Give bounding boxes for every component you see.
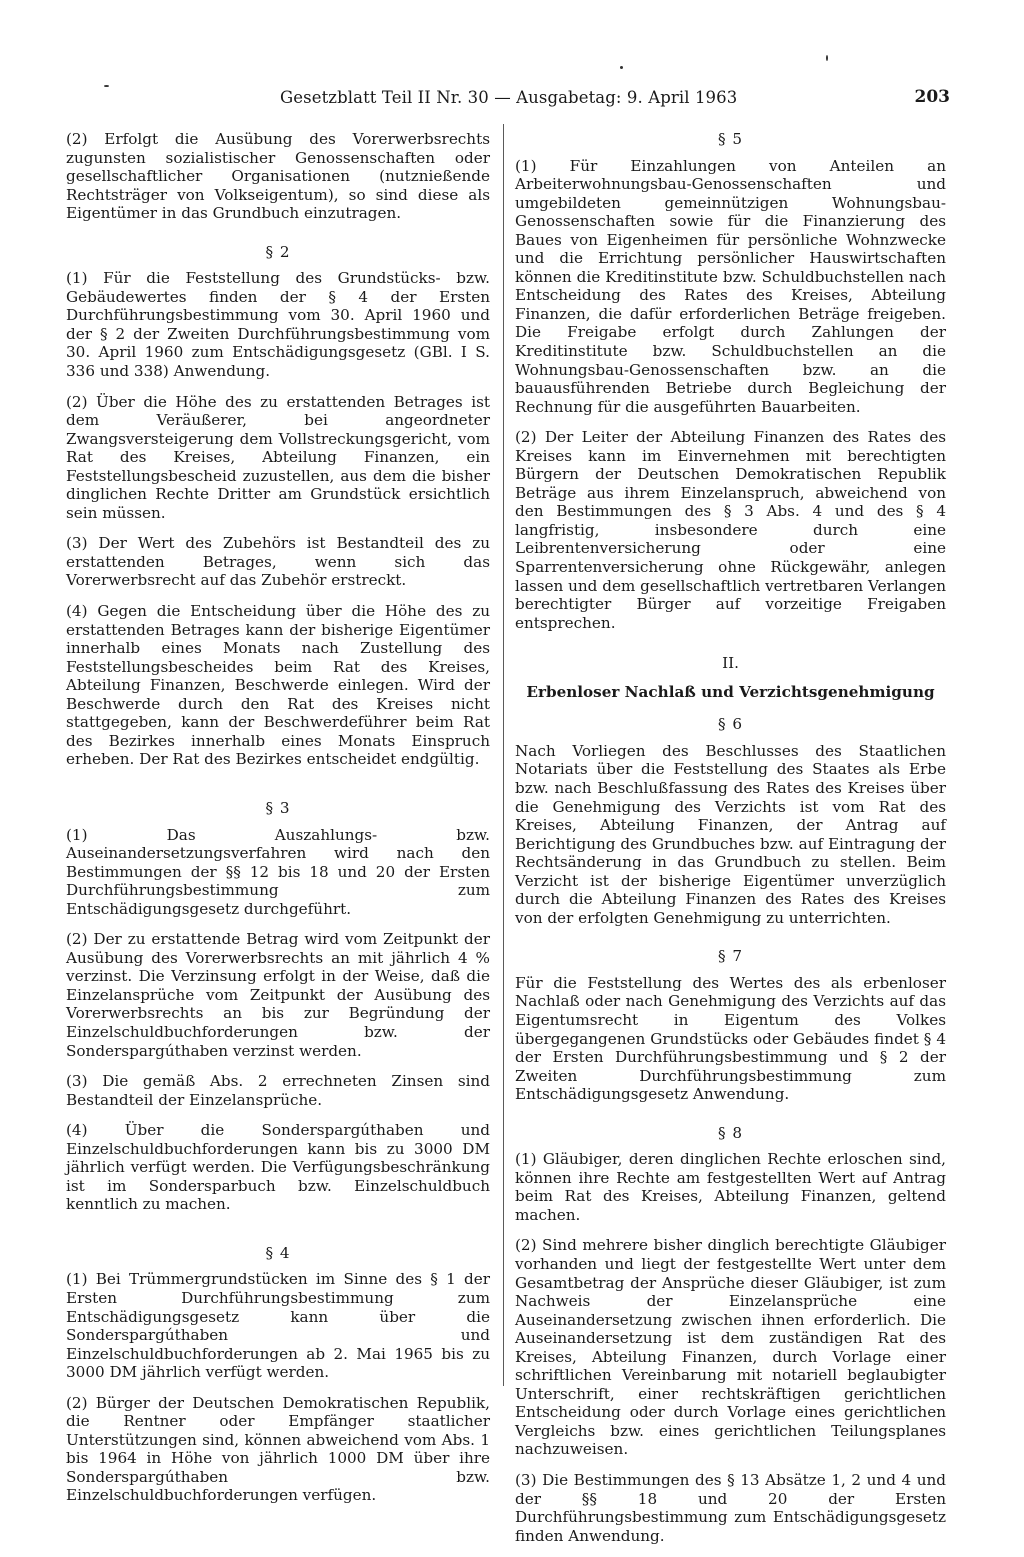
- paragraph: (3) Die gemäß Abs. 2 errechneten Zinsen sind Bestandteil der Einzelansprüche.: [66, 1072, 490, 1109]
- paragraph: (3) Der Wert des Zubehörs ist Bestandteil des zu erstattenden Betrages, wenn sich das Vorerwerbsrecht auf das Zubehör erstreckt.: [66, 534, 490, 590]
- paragraph: (1) Bei Trümmergrundstücken im Sinne des § 1 der Ersten Durchführungsbestimmung zum Entschädigungsgesetz kann über die Sonderspargúthaben und Einzelschuldbuchforderungen ab 2. Mai 1965 bis zu 3000 DM jährlich verfügt werden.: [66, 1270, 490, 1382]
- section-heading: § 2: [265, 242, 291, 261]
- section-heading: § 4: [265, 1243, 291, 1262]
- paragraph: (2) Der Leiter der Abteilung Finanzen des Rates des Kreises kann im Einvernehmen mit berechtigten Bürgern der Deutschen Demokratischen Republik Beträge aus ihrem Einzelanspruch, abweichend von den Bestimmungen des § 3 Abs. 4 und des § 4 langfristig, insbesondere durch eine Leibrentenversicherung oder eine Sparrentenversicherung ohne Rückgewähr, anlegen lassen und dem gesellschaftlich vertretbaren Verlangen berechtigter Bürger auf vorzeitige Freigaben entsprechen.: [515, 428, 946, 632]
- chapter-title: Erbenloser Nachlaß und Verzichtsgenehmigung: [526, 682, 935, 701]
- header-title: Gesetzblatt Teil II Nr. 30 — Ausgabetag: 9. April 1963: [280, 88, 738, 107]
- paragraph: (2) Der zu erstattende Betrag wird vom Zeitpunkt der Ausübung des Vorerwerbsrechts an mit jährlich 4 % verzinst. Die Verzinsung erfolgt in der Weise, daß die Einzelansprüche vom Zeitpunkt der Ausübung des Vorerwerbsrechts an bis zur Begründung der Einzelschuldbuchforderungen bzw. der Sonderspargúthaben verzinst werden.: [66, 930, 490, 1060]
- section-heading: § 3: [265, 798, 291, 817]
- paragraph: (4) Über die Sonderspargúthaben und Einzelschuldbuchforderungen kann bis zu 3000 DM jährlich verfügt werden. Die Verfügungsbeschränkung ist im Sondersparbuch bzw. Einzelschuldbuch kenntlich zu machen.: [66, 1121, 490, 1214]
- paragraph: (1) Für Einzahlungen von Anteilen an Arbeiterwohnungsbau-Genossenschaften und umgebildeten gemeinnützigen Wohnungsbau-Genossenschaften sowie für die Finanzierung des Baues von Eigenheimen für persönliche Wohnzwecke und die Errichtung persönlicher Hauswirtschaften können die Kreditinstitute bzw. Schuldbuchstellen nach Entscheidung des Rates des Kreises, Abteilung Finanzen, die dafür erforderlichen Beträge freigeben. Die Freigabe erfolgt durch Zahlungen der Kreditinstitute bzw. Schuldbuchstellen an die Wohnungsbau-Genossenschaften bzw. an die bauausführenden Betriebe durch Begleichung der Rechnung für die ausgeführten Bauarbeiten.: [515, 156, 946, 416]
- scan-speck: [620, 66, 623, 69]
- column-divider: [503, 124, 504, 1386]
- chapter-number: II.: [722, 654, 739, 673]
- paragraph: (2) Bürger der Deutschen Demokratischen Republik, die Rentner oder Empfänger staatlicher Unterstützungen sind, können abweichend vom Abs. 1 bis 1964 in Höhe von jährlich 1000 DM über ihre Sonderspargúthaben bzw. Einzelschuldbuchforderungen verfügen.: [66, 1393, 490, 1505]
- paragraph: (1) Das Auszahlungs- bzw. Auseinandersetzungsverfahren wird nach den Bestimmungen der §§ 12 bis 18 und 20 der Ersten Durchführungsbestimmung zum Entschädigungsgesetz durchgeführt.: [66, 825, 490, 918]
- section-heading: § 5: [717, 130, 744, 148]
- paragraph: (2) Erfolgt die Ausübung des Vorerwerbsrechts zugunsten sozialistischer Genossenschaften oder gesellschaftlicher Organisationen (nutznießende Rechtsträger von Volkseigentum), so sind diese als Eigentümer in das Grundbuch einzutragen.: [66, 130, 490, 223]
- right-column: [515, 130, 946, 1557]
- paragraph: (1) Gläubiger, deren dinglichen Rechte erloschen sind, können ihre Rechte am festgestellten Wert auf Antrag beim Rat des Kreises, Abteilung Finanzen, geltend machen.: [515, 1150, 946, 1224]
- page-header: [280, 88, 950, 114]
- paragraph: (2) Sind mehrere bisher dinglich berechtigte Gläubiger vorhanden und liegt der festgestellte Wert unter dem Gesamtbetrag der Ansprüche dieser Gläubiger, ist zum Nachweis der Einzelansprüche eine Auseinandersetzung zwischen ihnen erforderlich. Die Auseinandersetzung ist dem zuständigen Rat des Kreises, Abteilung Finanzen, durch Vorlage einer schriftlichen Vereinbarung mit notariell beglaubigter Unterschrift, einer rechtskräftigen gerichtlichen Entscheidung oder durch Vorlage eines gerichtlichen Vergleichs bzw. eines gerichtlichen Teilungsplanes nachzuweisen.: [515, 1236, 946, 1459]
- paragraph: Für die Feststellung des Wertes des als erbenloser Nachlaß oder nach Genehmigung des Verzichts auf das Eigentumsrecht in Eigentum des Volkes übergegangenen Grundstücks oder Gebäudes findet § 4 der Ersten Durchführungsbestimmung und § 2 der Zweiten Durchführungsbestimmung zum Entschädigungsgesetz Anwendung.: [515, 973, 946, 1104]
- scan-speck: [104, 85, 109, 87]
- paragraph: Nach Vorliegen des Beschlusses des Staatlichen Notariats über die Feststellung des Staates als Erbe bzw. nach Beschlußfassung des Rates des Kreises über die Genehmigung des Verzichts ist vom Rat des Kreises, Abteilung Finanzen, der Antrag auf Berichtigung des Grundbuches bzw. auf Eintragung der Rechtsänderung in das Grundbuch zu stellen. Beim Verzicht ist der bisherige Eigentümer unverzüglich durch die Abteilung Finanzen des Rates des Kreises von der erfolgten Genehmigung zu unterrichten.: [515, 741, 946, 927]
- paragraph: (3) Die Bestimmungen des § 13 Absätze 1, 2 und 4 und der §§ 18 und 20 der Ersten Durchführungsbestimmung zum Entschädigungsgesetz finden Anwendung.: [515, 1471, 946, 1545]
- scan-speck: [826, 55, 828, 61]
- section-heading: § 8: [717, 1123, 744, 1142]
- section-heading: § 6: [717, 715, 744, 734]
- section-heading: § 7: [717, 947, 744, 966]
- left-column: [66, 130, 490, 1517]
- page-number: 203: [914, 87, 950, 107]
- paragraph: (1) Für die Feststellung des Grundstücks- bzw. Gebäudewertes finden der § 4 der Ersten Durchführungsbestimmung vom 30. April 1960 und der § 2 der Zweiten Durchführungsbestimmung vom 30. April 1960 zum Entschädigungsgesetz (GBl. I S. 336 und 338) Anwendung.: [66, 269, 490, 381]
- paragraph: (4) Gegen die Entscheidung über die Höhe des zu erstattenden Betrages kann der bisherige Eigentümer innerhalb eines Monats nach Zustellung des Feststellungsbescheides beim Rat des Kreises, Abteilung Finanzen, Beschwerde einlegen. Wird der Beschwerde durch den Rat des Kreises nicht stattgegeben, kann der Beschwerdeführer beim Rat des Bezirkes innerhalb eines Monats Einspruch erheben. Der Rat des Bezirkes entscheidet endgültig.: [66, 602, 490, 769]
- paragraph: (2) Über die Höhe des zu erstattenden Betrages ist dem Veräußerer, bei angeordneter Zwangsversteigerung dem Vollstreckungsgericht, vom Rat des Kreises, Abteilung Finanzen, ein Feststellungsbescheid zuzustellen, aus dem die bisher dinglichen Rechte Dritter am Grundstück ersichtlich sein müssen.: [66, 392, 490, 522]
